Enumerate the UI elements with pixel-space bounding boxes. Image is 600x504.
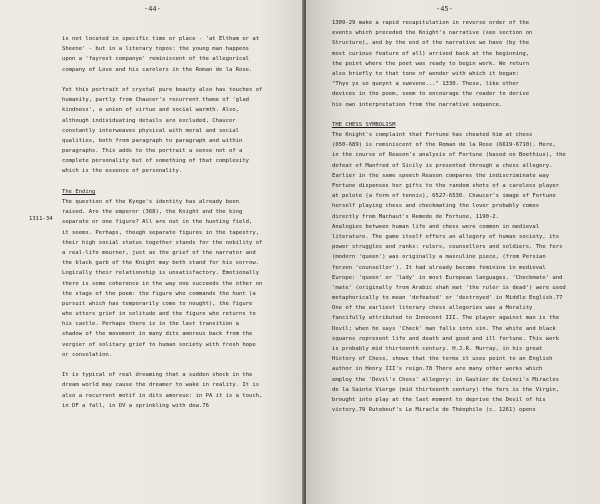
text-line: Earlier in the same speech Reason compares the indiscriminate way [332, 172, 550, 179]
text-line: his own interpretation from the narrative sequence. [332, 101, 503, 108]
left-page-text [62, 34, 262, 411]
right-page-number: -45- [436, 5, 453, 13]
text-line: 'mate' (originally from Arabic shah mat 'the ruler is dead') were used [332, 284, 566, 291]
text-line: Structure), and by the end of the narrative we have (by the [332, 40, 530, 47]
text-line: directly from Machaut's Remede de Fortune, 1190-2. [332, 213, 499, 220]
text-line: or consolation. [62, 351, 113, 358]
text-line: it seems. Perhaps, though separate figures in the tapestry, [62, 229, 260, 236]
text-line: their high social status together stands for the nobility of [62, 239, 263, 246]
text-line: which is the essence of personality. [62, 168, 183, 175]
text-line: The Knight's complaint that Fortune has cheated him at chess [332, 132, 533, 139]
text-line: in DF a fall, in DV a sprinkling with dew.76 [62, 402, 209, 409]
text-line: (650-689) is reminiscent of the Roman de la Rose (6619-6710). Here, [332, 142, 556, 149]
text-line: most curious feature of all) arrived back at the beginning, [332, 50, 530, 57]
text-line: squares represent life and death and good and ill fortune. This work [332, 335, 560, 342]
text-line: also a recurrent motif in dits amoreux: in PA it is a touch, [62, 392, 263, 399]
text-line: qualities, both from paragraph to paragraph and within [62, 137, 243, 144]
text-line: raised. Are the emperor (368), the Knight and the king [62, 209, 243, 216]
text-line: It is typical of real dreaming that a sudden shock in the [62, 372, 253, 379]
text-line: constantly interweaves physical with moral and social [62, 127, 239, 134]
text-line: Sheene' - but in a literary topos: the young man happens [62, 46, 250, 53]
text-line: upon a 'fayrest companye' reminiscent of the allegorical [62, 56, 250, 63]
text-line: devices in the poem, seem to encourage the reader to derive [332, 91, 530, 98]
text-line: vergier of solitary grief to human society with fresh hope [62, 341, 256, 348]
text-line: ferzen 'counsellor'). It had already become feminine in medieval [332, 264, 546, 271]
text-line: at pelote (a form of tennis), 6527-6530. Chaucer's image of Fortune [332, 193, 556, 200]
text-line: defeat of Manfred of Sicily is presented through a chess allegory. [332, 162, 553, 169]
text-line: employ the 'Devil's Chess' allegory: in Gautier de Coinci's Miracles [332, 376, 560, 383]
text-line: paragraphs. This adds to the portrait a sense not of a [62, 148, 243, 155]
text-line: kindness', a union of virtue and social warmth. Also, [62, 107, 239, 114]
margin-line-reference: 1311-34 [29, 216, 53, 222]
text-line: Logically their relationship is unsatisfactory. Emotionally [62, 270, 260, 277]
text-line: his castle. Perhaps there is in the last transition a [62, 321, 239, 328]
text-line: also briefly to that tone of wonder with which it began: [332, 70, 520, 77]
section-heading-chess-symbolism: THE CHESS SYMBOLISM [332, 121, 396, 128]
text-line: metaphorically to mean 'defeated' or 'destroyed' in Middle English.77 [332, 295, 563, 302]
text-line: (modern 'queen') was originally a masculine piece, (from Persian [332, 254, 546, 261]
text-line: One of the earliest literary chess allegories was a Morality [332, 305, 533, 312]
text-line: Analogies between human life and chess were common in medieval [332, 223, 540, 230]
text-line: humanity, partly from Chaucer's recurrent theme of 'glad [62, 97, 250, 104]
text-line: brought into play at the last moment to deprive the Devil of his [332, 396, 546, 403]
text-line: who utters grief in solitude and the figure who returns to [62, 311, 256, 318]
text-line: company of Love and his carolers in the Roman de la Rose. [62, 66, 253, 73]
text-line: Europe: 'queen' or 'lady' in most European languages. 'Checkmate' and [332, 274, 563, 281]
text-line: herself playing chess and checkmating the lover probably comes [332, 203, 540, 210]
text-line: The question of the Kynge's identity has already been [62, 199, 239, 205]
text-line: power struggles and ranks: rulers, counsellors and soldiers. The fers [332, 244, 563, 251]
text-line: although individuating details are excluded, Chaucer [62, 117, 236, 124]
text-line: History of Chess, shows that the terms it uses point to an English [332, 356, 553, 363]
text-line: "Thys ys so queynt a swevene..." 1330. These, like other [332, 81, 520, 88]
right-page-text [332, 18, 566, 415]
text-line: literature. The game itself offers an allegory of human society, its [332, 233, 560, 240]
right-page [306, 0, 600, 504]
text-line: is probably mid thirteenth century. H.J.R. Murray, in his great [332, 346, 543, 352]
text-line: pursuit which has temporarily come to nought), the figure [62, 300, 253, 307]
text-line: is not located in specific time or place - 'at Eltham or at [62, 36, 260, 42]
text-line: Fortune dispenses her gifts to the random shots of a careless player [332, 183, 560, 189]
text-line: separate or one figure? All are out in the hunting field, [62, 219, 253, 226]
text-line: complete personality but of something of that complexity [62, 158, 250, 165]
left-page-number: -44- [144, 5, 161, 13]
text-line: in the course of Reason's analysis of Fortune (based on Boethius), the [332, 152, 566, 159]
text-line: dream world may cause the dreamer to wake in reality. It is [62, 382, 260, 389]
text-line: 1309-29 make a rapid recapitulation in reverse order of the [332, 20, 530, 26]
text-line: a real-life mourner, just as the grief of the narrator and [62, 249, 256, 256]
text-line: shadow of the movement in many dits amoreux back from the [62, 331, 253, 338]
text-line: the point where the poet was ready to begin work. We return [332, 60, 530, 67]
text-line: author in Henry III's reign.78 There are many other works which [332, 366, 543, 373]
text-line: there is some coherence in the way one succeeds the other on [62, 280, 263, 287]
text-line: Devil; when he says 'Check' man falls into sin. The white and black [332, 325, 556, 332]
text-line: de la Sainte Vierge (mid thirteenth century) the fers is the Virgin, [332, 386, 560, 393]
text-line: events which preceded the Knight's narrative (see section on [332, 30, 533, 37]
text-line: fancifully attributed to Innocent III. The player against man is the [332, 315, 560, 322]
text-line: victory.79 Rutebeuf's Le Miracle de Théophile (c. 1261) opens [332, 407, 536, 414]
section-heading-ending: The Ending [62, 188, 96, 195]
text-line: Yet this portrait of crystal pure beauty also has touches of [62, 86, 263, 93]
text-line: the stage of the poem: the figure who commands the hunt (a [62, 290, 256, 297]
text-line: the black garb of the Knight may both stand for his sorrow. [62, 260, 260, 267]
